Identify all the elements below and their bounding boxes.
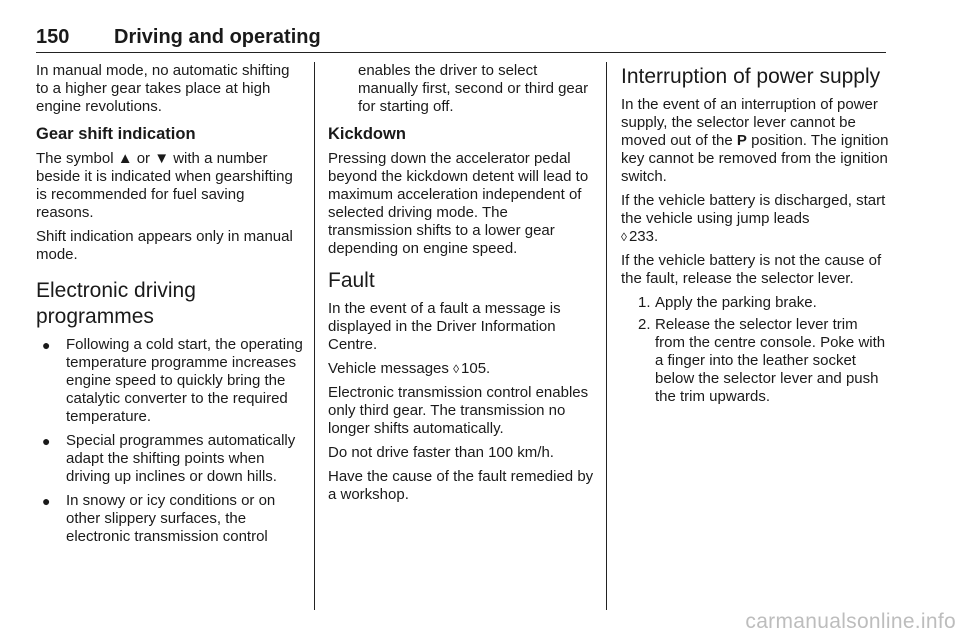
list-item [629,294,889,312]
list-item-text: Special programmes automatically adapt the shifting points when driving up inclines or down hills. [66,432,296,485]
bullet-icon: ● [42,433,51,449]
fault-paragraph-4: Do not drive faster than 100 km/h. [328,444,554,461]
step-number: 1. [638,294,651,311]
list-item-text: Following a cold start, the operating temperature programme increases engine speed to quickly bring the catalytic converter to the required temperature. [66,336,303,425]
interruption-paragraph-2 [621,192,889,246]
page-number: 150 [36,26,70,48]
step-text: Apply the parking brake. [655,294,817,311]
step-text: Release the selector lever trim from the centre console. Poke with a finger into the leather socket below the selector lever and push the trim upwards. [655,316,886,405]
list-item-text: In snowy or icy conditions or on other slippery surfaces, the electronic transmission control [66,492,276,545]
page-reference-link[interactable]: 105. [461,360,491,377]
list-item [629,316,889,406]
page-reference-icon: ◊ [453,362,460,376]
bullet-continuation: enables the driver to select manually first, second or third gear for starting off. [358,62,589,115]
bullet-icon: ● [42,493,51,509]
list-item [36,432,306,486]
list-item [36,492,306,546]
vehicle-messages-text: Vehicle messages [328,360,449,377]
manual-mode-paragraph: In manual mode, no automatic shifting to a higher gear takes place at high engine revolutions. [36,62,290,115]
release-steps-list [621,294,889,406]
fault-paragraph-1: In the event of a fault a message is displayed in the Driver Information Centre. [328,300,561,353]
paragraph-text: In the event of an interruption of power supply, the selector lever cannot be moved out of the [621,96,878,149]
interruption-paragraph-1 [621,96,889,186]
column-3 [621,62,889,410]
column-1 [36,62,306,552]
gear-shift-paragraph-1: The symbol ▲ or ▼ with a number beside it is indicated when gearshifting is recommended for fuel saving reasons. [36,150,293,221]
header-rule [36,52,886,53]
bullet-icon: ● [42,337,51,353]
kickdown-heading: Kickdown [328,125,406,143]
programme-bullet-list [36,336,306,546]
kickdown-paragraph: Pressing down the accelerator pedal beyond the kickdown detent will lead to maximum acceleration independent of selected driving mode. The transmission shifts to a lower gear depending on engine speed. [328,150,589,257]
section-title: Driving and operating [114,26,321,48]
column-2 [328,62,594,510]
fault-paragraph-5: Have the cause of the fault remedied by a workshop. [328,468,594,503]
park-position-label: P [736,132,747,149]
page-header [36,26,886,52]
paragraph-text: position. The ignition key cannot be removed from the ignition switch. [621,132,889,185]
fault-paragraph-3: Electronic transmission control enables only third gear. The transmission no longer shifts automatically. [328,384,589,437]
column-divider-right [606,62,607,610]
gear-shift-heading: Gear shift indication [36,125,196,143]
page-reference-link[interactable]: 233. [628,228,659,245]
fault-paragraph-2 [328,360,594,378]
watermark: carmanualsonline.info [745,610,956,633]
paragraph-text: If the vehicle battery is discharged, start the vehicle using jump leads [621,192,886,227]
fault-heading: Fault [328,269,375,292]
page-reference-icon: ◊ [621,230,627,244]
electronic-programmes-heading: Electronic driving programmes [36,279,196,328]
column-divider-left [314,62,315,610]
step-number: 2. [638,316,651,333]
interruption-paragraph-3: If the vehicle battery is not the cause of the fault, release the selector lever. [621,252,882,287]
gear-shift-paragraph-2: Shift indication appears only in manual mode. [36,228,293,263]
interruption-heading: Interruption of power supply [621,65,881,88]
list-item [36,336,306,426]
